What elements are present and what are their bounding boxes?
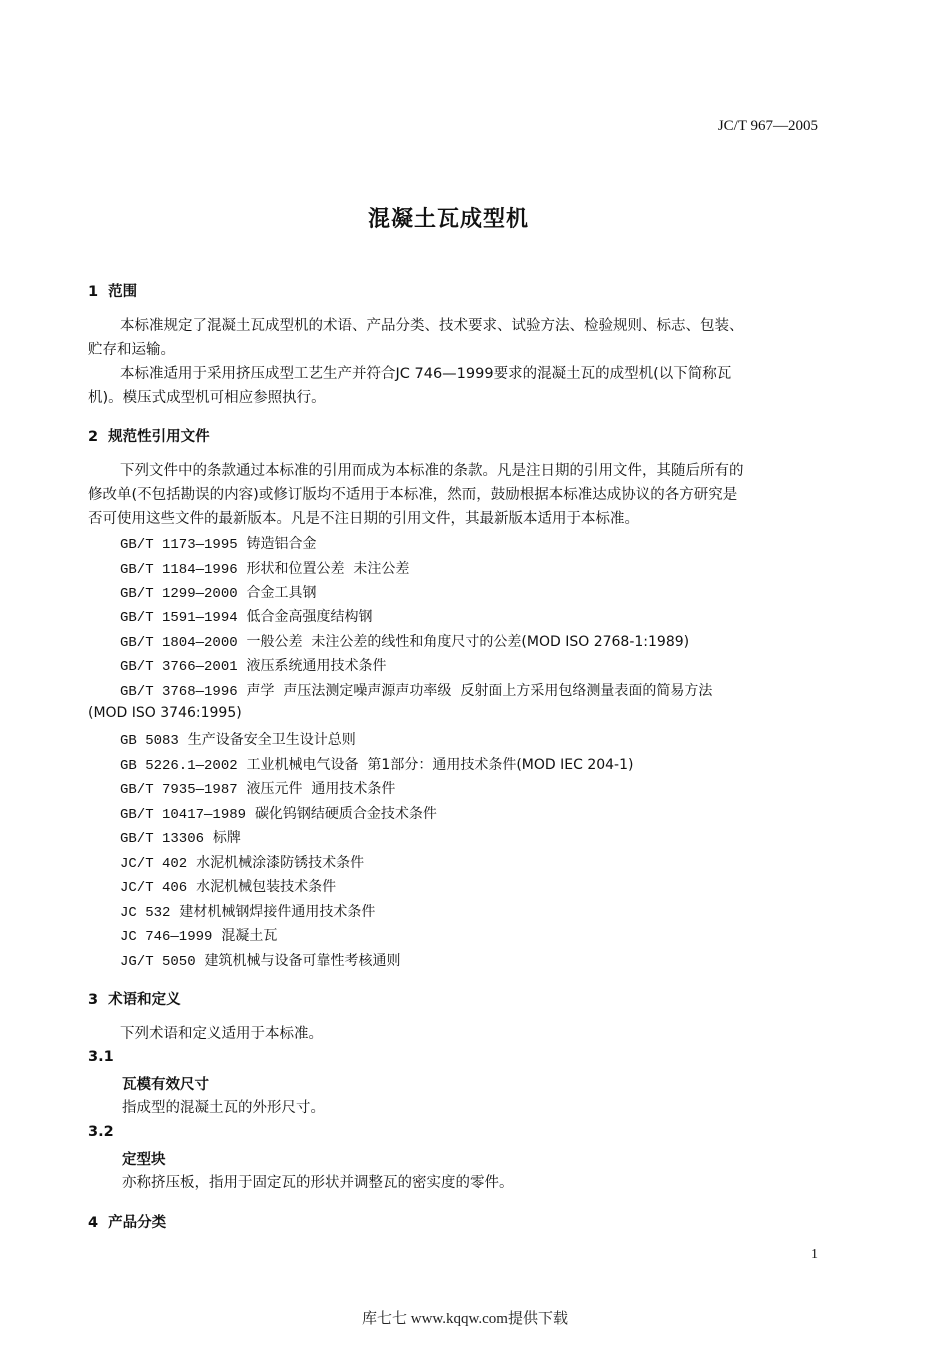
reference-item xyxy=(120,950,401,970)
reference-title: 建筑机械与设备可靠性考核通则 xyxy=(204,953,401,969)
reference-title: (MOD ISO 3746:1995) xyxy=(88,705,242,721)
reference-item xyxy=(120,533,317,553)
reference-title: 碳化钨钢结硬质合金技术条件 xyxy=(254,806,437,822)
section-1-heading: 1 范围 xyxy=(88,284,138,300)
section-2-para-line-1: 下列文件中的条款通过本标准的引用而成为本标准的条款。凡是注日期的引用文件，其随后所有的 xyxy=(120,463,744,479)
reference-title: 一般公差 未注公差的线性和角度尺寸的公差(MOD ISO 2768-1:1989) xyxy=(246,634,690,650)
reference-item xyxy=(120,680,712,700)
term-3-1-number: 3.1 xyxy=(88,1049,114,1065)
section-1-para-2-line-2: 机)。模压式成型机可相应参照执行。 xyxy=(88,390,326,406)
section-3-intro: 下列术语和定义适用于本标准。 xyxy=(120,1026,323,1042)
reference-item xyxy=(120,803,437,823)
reference-code: GB/T 1591—1994 xyxy=(120,610,238,626)
reference-title: 标牌 xyxy=(212,830,241,846)
reference-code: JC/T 406 xyxy=(120,880,188,896)
reference-item xyxy=(120,606,373,626)
reference-code: GB/T 3768—1996 xyxy=(120,684,238,700)
section-1-para-1-line-2: 贮存和运输。 xyxy=(88,342,175,358)
reference-item xyxy=(120,754,633,774)
reference-code: GB 5226.1—2002 xyxy=(120,758,238,774)
section-4-heading: 4 产品分类 xyxy=(88,1215,167,1231)
reference-title: 液压系统通用技术条件 xyxy=(246,658,387,674)
reference-item xyxy=(120,901,375,921)
reference-code: JC/T 402 xyxy=(120,856,188,872)
reference-title: 声学 声压法测定噪声源声功率级 反射面上方采用包络测量表面的简易方法 xyxy=(246,683,713,699)
standard-code: JC/T 967—2005 xyxy=(717,118,818,134)
reference-title: 铸造铝合金 xyxy=(246,536,317,552)
reference-code: GB/T 1804—2000 xyxy=(120,635,238,651)
term-3-1-definition: 指成型的混凝土瓦的外形尺寸。 xyxy=(122,1100,325,1116)
section-2-para-line-2: 修改单(不包括勘误的内容)或修订版均不适用于本标准，然而，鼓励根据本标准达成协议的各方研究是 xyxy=(88,487,738,503)
section-1-para-2-line-1: 本标准适用于采用挤压成型工艺生产并符合JC 746—1999要求的混凝土瓦的成型机(以下简称瓦 xyxy=(120,366,732,382)
reference-title: 工业机械电气设备 第1部分：通用技术条件(MOD IEC 204-1) xyxy=(246,757,634,773)
reference-title: 建材机械钢焊接件通用技术条件 xyxy=(179,904,376,920)
reference-item xyxy=(120,558,409,578)
term-3-2-definition: 亦称挤压板，指用于固定瓦的形状并调整瓦的密实度的零件。 xyxy=(122,1175,514,1191)
reference-code: GB/T 1184—1996 xyxy=(120,562,238,578)
reference-title: 水泥机械涂漆防锈技术条件 xyxy=(196,855,365,871)
section-2-heading: 2 规范性引用文件 xyxy=(88,429,210,445)
reference-code: GB/T 3766—2001 xyxy=(120,659,238,675)
reference-item xyxy=(120,925,277,945)
reference-code: JC 532 xyxy=(120,905,171,921)
reference-item xyxy=(120,876,336,896)
reference-title: 液压元件 通用技术条件 xyxy=(246,781,396,797)
reference-item xyxy=(120,852,364,872)
reference-item xyxy=(120,631,689,651)
section-3-heading: 3 术语和定义 xyxy=(88,992,181,1008)
term-3-2-name: 定型块 xyxy=(122,1152,166,1168)
reference-title: 合金工具钢 xyxy=(246,585,317,601)
reference-code: GB/T 7935—1987 xyxy=(120,782,238,798)
page-title: 混凝土瓦成型机 xyxy=(368,207,530,232)
reference-title: 低合金高强度结构钢 xyxy=(246,609,373,625)
reference-code: GB/T 1173—1995 xyxy=(120,537,238,553)
reference-code: GB/T 13306 xyxy=(120,831,205,847)
reference-title: 混凝土瓦 xyxy=(221,928,278,944)
term-3-1-name: 瓦模有效尺寸 xyxy=(122,1077,209,1093)
reference-title: 水泥机械包装技术条件 xyxy=(196,879,337,895)
term-3-2-number: 3.2 xyxy=(88,1124,114,1140)
reference-code: GB/T 10417—1989 xyxy=(120,807,247,823)
reference-title: 形状和位置公差 未注公差 xyxy=(246,561,410,577)
section-1-para-1-line-1: 本标准规定了混凝土瓦成型机的术语、产品分类、技术要求、试验方法、检验规则、标志、包装、 xyxy=(120,318,744,334)
reference-item xyxy=(120,582,317,602)
reference-code: GB 5083 xyxy=(120,733,179,749)
reference-item xyxy=(88,705,242,721)
reference-code: JC 746—1999 xyxy=(120,929,213,945)
reference-item xyxy=(120,729,356,749)
download-footer: 库七七 www.kqqw.com提供下载 xyxy=(362,1311,568,1327)
reference-item xyxy=(120,827,241,847)
reference-code: GB/T 1299—2000 xyxy=(120,586,238,602)
page-number: 1 xyxy=(811,1247,818,1262)
reference-title: 生产设备安全卫生设计总则 xyxy=(187,732,356,748)
reference-item xyxy=(120,655,387,675)
section-2-para-line-3: 否可使用这些文件的最新版本。凡是不注日期的引用文件，其最新版本适用于本标准。 xyxy=(88,511,639,527)
reference-code: JG/T 5050 xyxy=(120,954,196,970)
reference-item xyxy=(120,778,395,798)
